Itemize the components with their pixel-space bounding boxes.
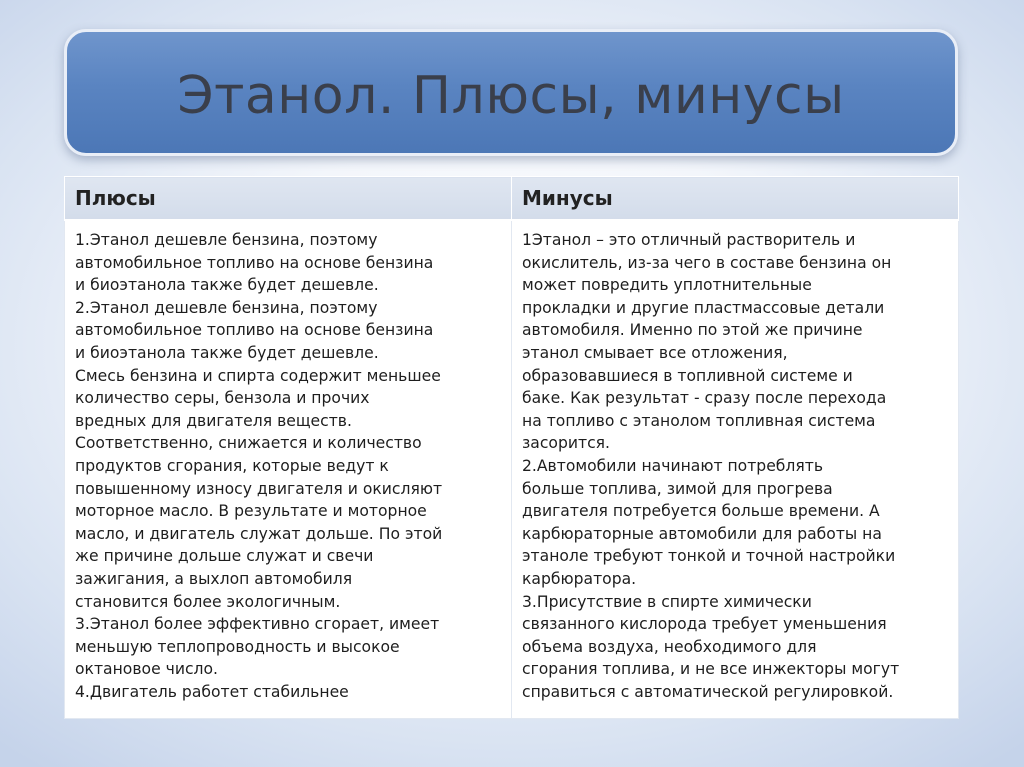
cons-text-line: прокладки и другие пластмассовые детали: [522, 298, 885, 317]
cons-text-line: может повредить уплотнительные: [522, 276, 812, 295]
pros-text-line: зажигания, а выхлоп автомобиля: [75, 569, 353, 588]
pros-text-line: 2.Этанол дешевле бензина, поэтому: [75, 298, 378, 317]
cons-text-line: автомобиля. Именно по этой же причине: [522, 321, 863, 340]
cons-text-line: этанол смывает все отложения,: [522, 343, 788, 362]
cons-text-line: этаноле требуют тонкой и точной настройки: [522, 547, 896, 566]
slide-title-banner: [64, 29, 958, 156]
cons-header: Минусы: [512, 177, 959, 221]
pros-text-line: 4.Двигатель работет стабильнее: [75, 682, 349, 701]
cons-text-line: образовавшиеся в топливной системе и: [522, 366, 853, 385]
cons-text: [522, 229, 950, 703]
pros-text-line: Соответственно, снижается и количество: [75, 434, 422, 453]
pros-text-line: Смесь бензина и спирта содержит меньшее: [75, 366, 441, 385]
pros-text-line: продуктов сгорания, которые ведут к: [75, 456, 389, 475]
pros-text-line: автомобильное топливо на основе бензина: [75, 321, 434, 340]
cons-text-line: связанного кислорода требует уменьшения: [522, 615, 887, 634]
pros-text-line: количество серы, бензола и прочих: [75, 389, 370, 408]
pros-text: [75, 229, 503, 703]
cons-text-line: двигателя потребуется больше времени. А: [522, 502, 880, 521]
table-header-row: [65, 177, 959, 221]
pros-text-line: октановое число.: [75, 660, 219, 679]
cons-text-line: справиться с автоматической регулировкой.: [522, 682, 894, 701]
cons-text-line: 3.Присутствие в спирте химически: [522, 592, 812, 611]
pros-text-line: повышенному износу двигателя и окисляют: [75, 479, 443, 498]
pros-text-line: автомобильное топливо на основе бензина: [75, 253, 434, 272]
cons-text-line: 1Этанол – это отличный растворитель и: [522, 231, 856, 249]
pros-text-line: 3.Этанол более эффективно сгорает, имеет: [75, 615, 440, 634]
pros-text-line: и биоэтанола также будет дешевле.: [75, 343, 379, 362]
pros-cell: [65, 220, 512, 719]
cons-text-line: карбюратора.: [522, 569, 637, 588]
cons-text-line: баке. Как результат - сразу после перехода: [522, 389, 887, 408]
cons-cell: [512, 220, 959, 719]
cons-text-line: карбюраторные автомобили для работы на: [522, 524, 882, 543]
pros-text-line: масло, и двигатель служат дольше. По этой: [75, 524, 443, 543]
cons-text-line: объема воздуха, необходимого для: [522, 637, 817, 656]
pros-text-line: и биоэтанола также будет дешевле.: [75, 276, 379, 295]
slide-title: Этанол. Плюсы, минусы: [177, 65, 845, 126]
pros-text-line: моторное масло. В результате и моторное: [75, 502, 427, 521]
pros-header: Плюсы: [65, 177, 512, 221]
pros-text-line: меньшую теплопроводность и высокое: [75, 637, 400, 656]
cons-text-line: больше топлива, зимой для прогрева: [522, 479, 833, 498]
cons-text-line: засорится.: [522, 434, 610, 453]
pros-text-line: становится более экологичным.: [75, 592, 341, 611]
cons-text-line: сгорания топлива, и не все инжекторы могут: [522, 660, 900, 679]
cons-text-line: окислитель, из-за чего в составе бензина он: [522, 253, 892, 272]
pros-text-line: же причине дольше служат и свечи: [75, 547, 374, 566]
table-row: [65, 220, 959, 719]
pros-text-line: 1.Этанол дешевле бензина, поэтому: [75, 231, 378, 249]
pros-cons-table: [64, 176, 959, 719]
cons-text-line: на топливо с этанолом топливная система: [522, 411, 876, 430]
pros-text-line: вредных для двигателя веществ.: [75, 411, 352, 430]
cons-text-line: 2.Автомобили начинают потреблять: [522, 456, 824, 475]
